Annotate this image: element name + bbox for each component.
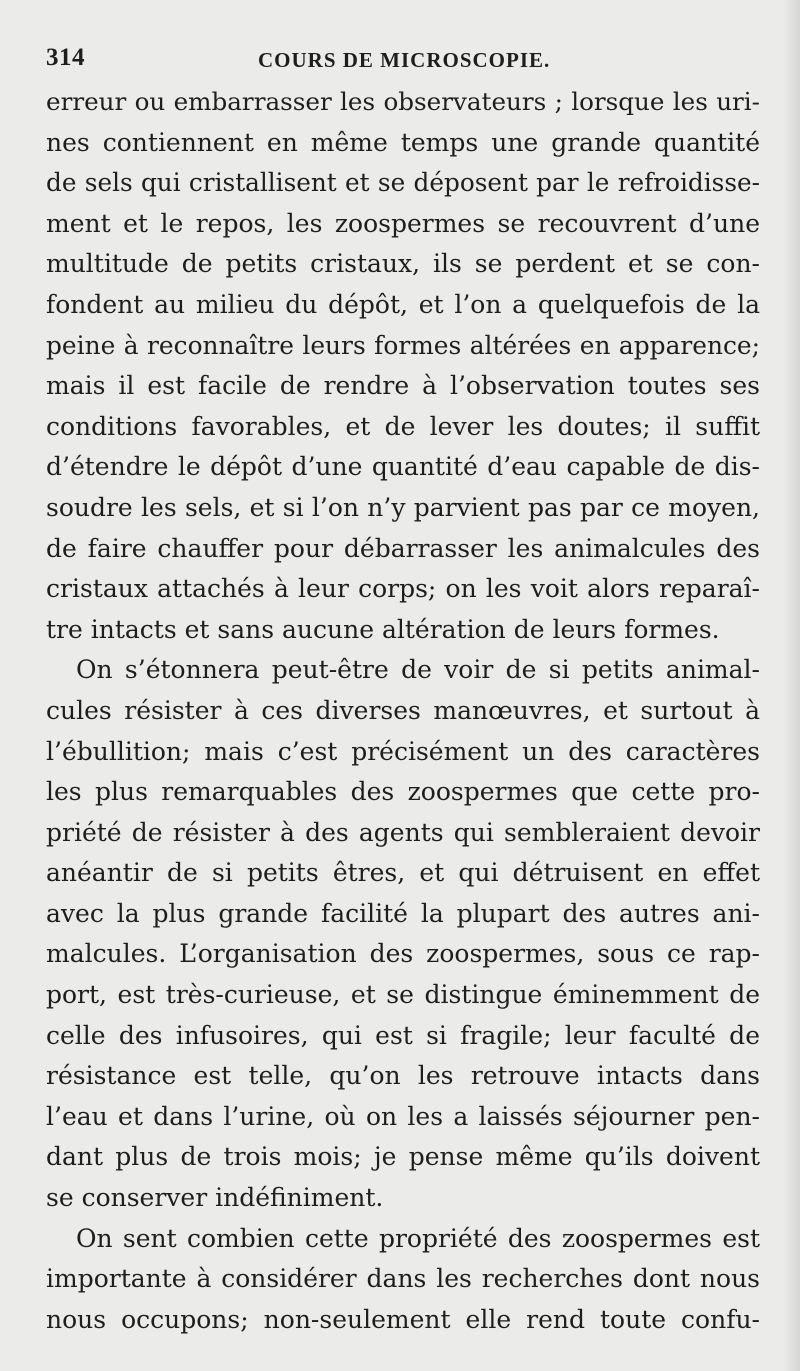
text-line: cules résister à ces diverses manœuvres, et surtout à <box>46 695 760 725</box>
text-line: multitude de petits cristaux, ils se perdent et se con- <box>46 249 760 279</box>
text-line: dant plus de trois mois; je pense même qu’ils doivent <box>46 1142 760 1172</box>
text-line: avec la plus grande facilité la plupart des autres ani- <box>46 898 760 928</box>
text-line: erreur ou embarrasser les observateurs ; lorsque les uri- <box>46 87 760 116</box>
running-head <box>46 42 760 82</box>
paragraph-start-line: On s’étonnera peut-être de voir de si petits animal- <box>76 655 760 685</box>
text-line: peine à reconnaître leurs formes altérées en apparence; <box>46 330 760 360</box>
text-line: soudre les sels, et si l’on n’y parvient pas par ce moyen, <box>46 492 760 522</box>
text-line: mais il est facile de rendre à l’observation toutes ses <box>46 371 760 401</box>
paragraph-end-line: se conserver indéfiniment. <box>46 1183 384 1213</box>
running-title: COURS DE MICROSCOPIE. <box>258 48 551 72</box>
text-line: nes contiennent en même temps une grande quantité <box>46 127 760 157</box>
text-line: de faire chauffer pour débarrasser les animalcules des <box>46 533 760 563</box>
page-edge-shadow <box>784 0 800 1371</box>
text-line: ment et le repos, les zoospermes se recouvrent d’une <box>46 208 760 238</box>
text-line: port, est très-curieuse, et se distingue éminemment de <box>46 980 760 1010</box>
page-number: 314 <box>46 44 85 71</box>
text-line: résistance est telle, qu’on les retrouve intacts dans <box>46 1061 760 1091</box>
text-line: l’ébullition; mais c’est précisément un des caractères <box>46 736 760 766</box>
text-line: celle des infusoires, qui est si fragile; leur faculté de <box>46 1020 760 1050</box>
text-line: cristaux attachés à leur corps; on les voit alors reparaî- <box>46 574 760 604</box>
text-line: d’étendre le dépôt d’une quantité d’eau capable de dis- <box>46 452 760 482</box>
text-line: conditions favorables, et de lever les doutes; il suffit <box>46 411 760 441</box>
text-line: fondent au milieu du dépôt, et l’on a quelquefois de la <box>46 289 760 319</box>
text-line: priété de résister à des agents qui sembleraient devoir <box>46 817 760 847</box>
text-line: de sels qui cristallisent et se déposent par le refroidisse- <box>46 168 760 198</box>
text-line: malcules. L’organisation des zoospermes, sous ce rap- <box>46 939 760 969</box>
text-line: anéantir de si petits êtres, et qui détruisent en effet <box>46 858 760 888</box>
text-line: l’eau et dans l’urine, où on les a laissés séjourner pen- <box>46 1101 760 1131</box>
text-line: importante à considérer dans les recherches dont nous <box>46 1264 760 1294</box>
text-line: les plus remarquables des zoospermes que cette pro- <box>46 777 760 807</box>
text-line: nous occupons; non-seulement elle rend toute confu- <box>46 1304 760 1334</box>
paragraph-end-line: tre intacts et sans aucune altération de leurs formes. <box>46 614 720 644</box>
paragraph-start-line: On sent combien cette propriété des zoospermes est <box>76 1223 760 1253</box>
body-text <box>46 82 760 1340</box>
